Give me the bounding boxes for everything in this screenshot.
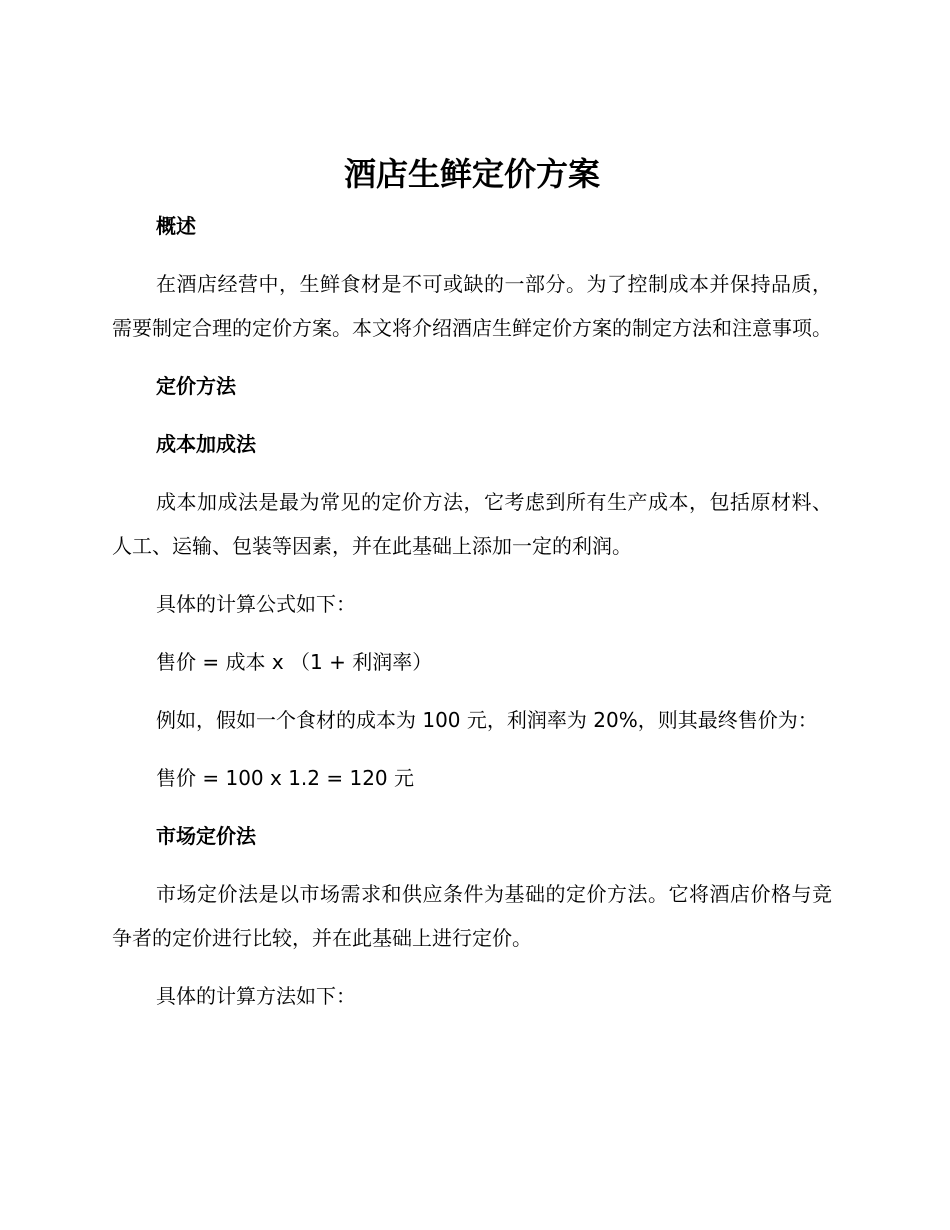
market-method-intro: 具体的计算方法如下： xyxy=(156,984,356,1008)
paragraph-market-pricing: 市场定价法是以市场需求和供应条件为基础的定价方法。它将酒店价格与竞争者的定价进行比较，并在此基础上进行定价。 xyxy=(112,882,832,950)
example-result: 售价 = 100 x 1.2 = 120 元 xyxy=(156,766,415,790)
heading-cost-plus: 成本加成法 xyxy=(156,432,256,456)
document-body xyxy=(112,150,832,1010)
paragraph-example: 例如，假如一个食材的成本为 100 元，利润率为 20%，则其最终售价为： xyxy=(156,708,818,732)
formula-intro: 具体的计算公式如下： xyxy=(156,592,356,616)
paragraph-cost-plus: 成本加成法是最为常见的定价方法，它考虑到所有生产成本，包括原材料、人工、运输、包装等因素，并在此基础上添加一定的利润。 xyxy=(112,490,832,558)
formula-cost-plus: 售价 = 成本 x （1 + 利润率） xyxy=(156,650,433,674)
paragraph-overview: 在酒店经营中，生鲜食材是不可或缺的一部分。为了控制成本并保持品质，需要制定合理的定价方案。本文将介绍酒店生鲜定价方案的制定方法和注意事项。 xyxy=(112,272,832,340)
heading-overview: 概述 xyxy=(156,214,196,238)
heading-pricing-methods: 定价方法 xyxy=(156,374,236,398)
heading-market-pricing: 市场定价法 xyxy=(156,824,256,848)
document-title: 酒店生鲜定价方案 xyxy=(343,155,600,193)
